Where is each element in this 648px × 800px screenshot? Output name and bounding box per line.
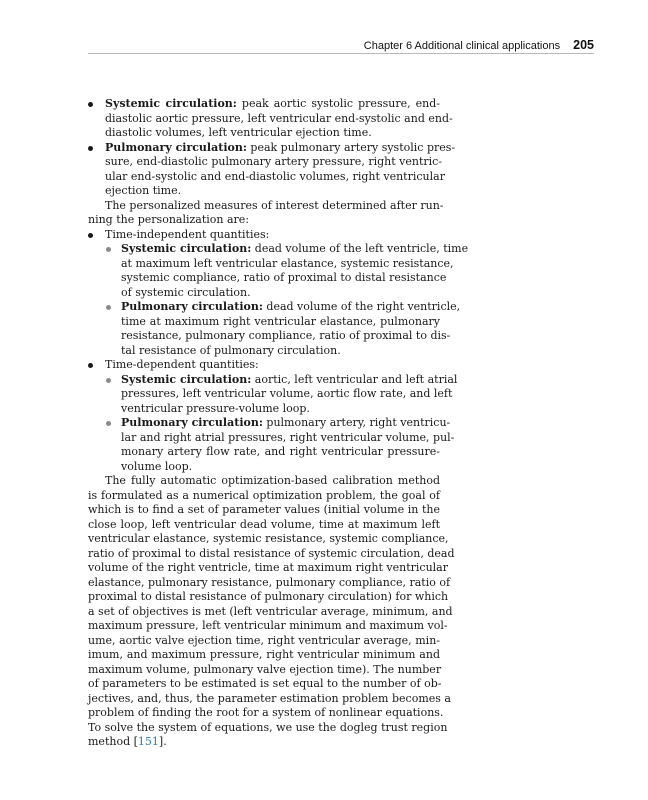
paragraph-line: imum, and maximum pressure, right ventricular minimum and bbox=[88, 648, 440, 661]
bullet-text: diastolic volumes, left ventricular ejection time. bbox=[105, 126, 372, 139]
bullet-icon bbox=[106, 305, 111, 310]
bullet-label: Systemic circulation: bbox=[121, 242, 252, 255]
bullet-text: of systemic circulation. bbox=[121, 285, 251, 299]
list-heading: Time-independent quantities: bbox=[105, 227, 270, 241]
bullet-text: lar and right atrial pressures, right ventricular volume, pul- bbox=[121, 430, 455, 444]
paragraph-line: elastance, pulmonary resistance, pulmonary compliance, ratio of bbox=[88, 575, 451, 589]
list-item bbox=[88, 97, 453, 141]
bullet-text: ventricular pressure-volume loop. bbox=[121, 401, 310, 415]
list-item bbox=[88, 358, 440, 373]
bullet-text: ejection time. bbox=[105, 184, 182, 197]
bullet-text: sure, end-diastolic pulmonary artery pressure, right ventric- bbox=[105, 155, 443, 168]
paragraph-line: proximal to distal resistance of pulmonary circulation) for which bbox=[88, 590, 449, 603]
bullet-icon bbox=[88, 233, 93, 238]
list-item bbox=[88, 416, 455, 474]
paragraph-line: ume, aortic valve ejection time, right ventricular average, min- bbox=[88, 633, 440, 647]
citation-suffix: ]. bbox=[158, 735, 167, 748]
bullet-text: ular end-systolic and end-diastolic volumes, right ventricular bbox=[105, 169, 445, 183]
bullet-text: dead volume of the left ventricle, time bbox=[251, 242, 469, 255]
bullet-text: pulmonary artery, right ventricu- bbox=[262, 416, 451, 429]
paragraph-line: The fully automatic optimization-based calibration method bbox=[105, 474, 440, 487]
page-number: 205 bbox=[573, 38, 594, 52]
bullet-label: Systemic circulation: bbox=[121, 372, 252, 386]
paragraph-line: is formulated as a numerical optimization problem, the goal of bbox=[88, 488, 440, 502]
paragraph-line: close loop, left ventricular dead volume, time at maximum left bbox=[88, 517, 440, 531]
bullet-label: Systemic circulation: bbox=[105, 97, 237, 110]
bullet-label: Pulmonary circulation: bbox=[121, 416, 263, 429]
body-text bbox=[88, 97, 469, 750]
bullet-text: aortic, left ventricular and left atrial bbox=[251, 372, 458, 386]
intro-paragraph bbox=[88, 198, 444, 228]
bullet-icon bbox=[106, 421, 111, 426]
paragraph-line: The personalized measures of interest determined after run- bbox=[105, 198, 444, 212]
paragraph-line bbox=[88, 735, 440, 750]
paragraph-line: problem of finding the root for a system of nonlinear equations. bbox=[88, 706, 444, 719]
chapter-title: Additional clinical applications bbox=[414, 40, 561, 52]
bullet-text: peak pulmonary artery systolic pres- bbox=[246, 140, 456, 154]
paragraph-line: To solve the system of equations, we use the dogleg trust region bbox=[88, 720, 448, 734]
paragraph-line: ning the personalization are: bbox=[88, 213, 250, 226]
paragraph-line: ratio of proximal to distal resistance of systemic circulation, dead bbox=[88, 546, 455, 560]
list-item bbox=[88, 140, 456, 199]
bullet-icon bbox=[88, 146, 93, 151]
paragraph-line: jectives, and, thus, the parameter estimation problem becomes a bbox=[88, 691, 451, 705]
list-item bbox=[88, 372, 458, 417]
bullet-icon bbox=[106, 378, 111, 383]
paragraph-line: maximum volume, pulmonary valve ejection time). The number bbox=[88, 662, 442, 676]
bullet-text: pressures, left ventricular volume, aortic flow rate, and left bbox=[121, 387, 453, 400]
header-rule bbox=[88, 53, 594, 54]
bullet-text: diastolic aortic pressure, left ventricular end-systolic and end- bbox=[105, 111, 453, 125]
bullet-text: peak aortic systolic pressure, end- bbox=[236, 97, 440, 110]
bullet-text: tal resistance of pulmonary circulation. bbox=[121, 343, 341, 357]
paragraph-line: a set of objectives is met (left ventricular average, minimum, and bbox=[88, 604, 453, 618]
list-item bbox=[88, 242, 469, 300]
list-item bbox=[88, 300, 461, 358]
citation-link[interactable]: 151 bbox=[137, 735, 159, 748]
paragraph-line: maximum pressure, left ventricular minimum and maximum vol- bbox=[88, 619, 448, 632]
bullet-icon bbox=[106, 247, 111, 252]
bullet-icon bbox=[88, 363, 93, 368]
bullet-label: Pulmonary circulation: bbox=[105, 140, 247, 154]
chapter-label: Chapter 6 bbox=[363, 40, 413, 52]
bullet-text: dead volume of the right ventricle, bbox=[262, 300, 461, 313]
paragraph-line: volume of the right ventricle, time at maximum right ventricular bbox=[88, 561, 448, 574]
bullet-label: Pulmonary circulation: bbox=[121, 300, 263, 313]
main-paragraph bbox=[88, 474, 455, 750]
list-item bbox=[88, 228, 440, 243]
list-heading: Time-dependent quantities: bbox=[105, 358, 259, 371]
paragraph-line: which is to find a set of parameter values (initial volume in the bbox=[88, 503, 440, 516]
bullet-text: at maximum left ventricular elastance, systemic resistance, bbox=[121, 256, 454, 270]
bullet-text: systemic compliance, ratio of proximal to distal resistance bbox=[121, 271, 447, 284]
running-head bbox=[88, 38, 594, 52]
bullet-text: monary artery flow rate, and right ventricular pressure- bbox=[121, 445, 440, 458]
paragraph-line: of parameters to be estimated is set equal to the number of ob- bbox=[88, 677, 442, 690]
bullet-icon bbox=[88, 102, 93, 107]
paragraph-line: ventricular elastance, systemic resistance, systemic compliance, bbox=[88, 532, 449, 545]
bullet-text: resistance, pulmonary compliance, ratio of proximal to dis- bbox=[121, 329, 451, 342]
bullet-text: time at maximum right ventricular elastance, pulmonary bbox=[121, 314, 440, 328]
bullet-text: volume loop. bbox=[121, 459, 193, 473]
citation-prefix: method [ bbox=[88, 735, 138, 748]
